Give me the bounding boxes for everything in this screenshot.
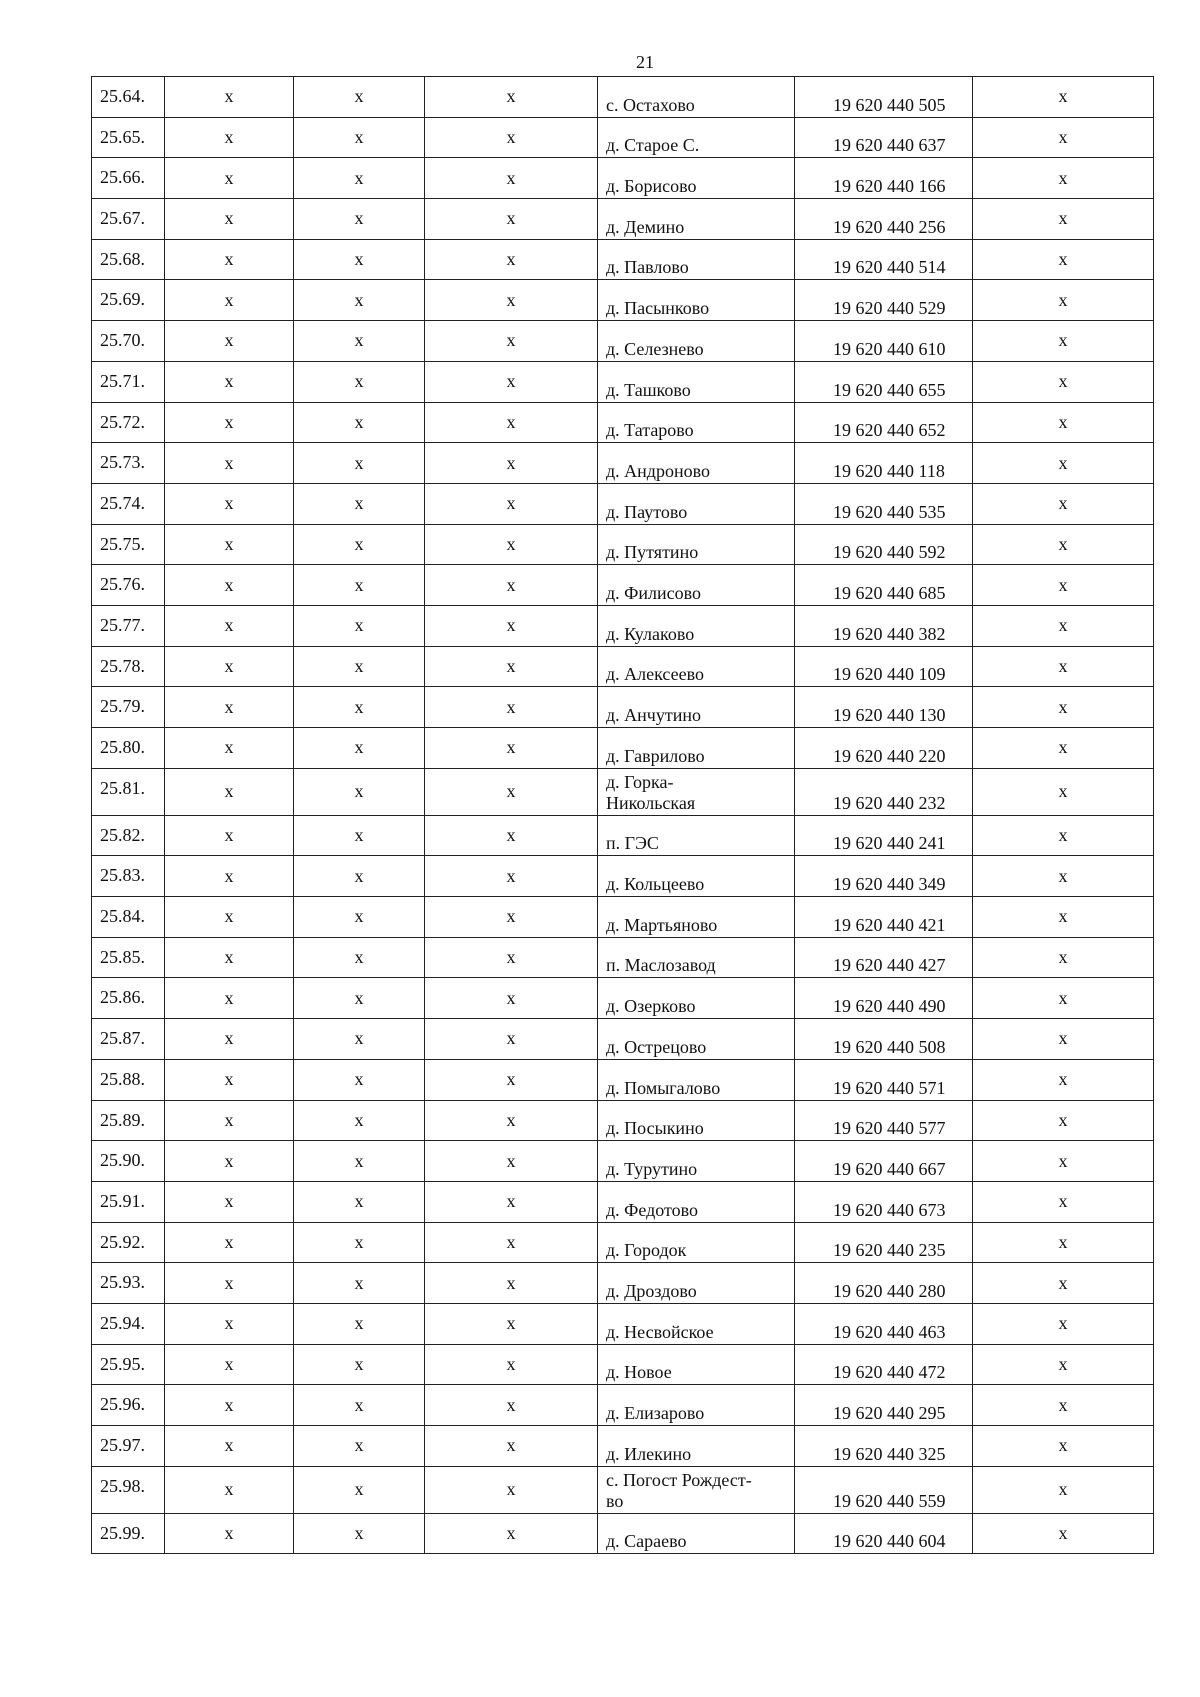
column-4-cell: х [425, 768, 598, 815]
column-3-cell: х [294, 978, 425, 1019]
settlement-name-cell: д. Острецово [598, 1019, 795, 1060]
column-3-cell: х [294, 117, 425, 158]
table-row [92, 728, 1154, 769]
settlement-name-cell: д. Старое С. [598, 117, 795, 158]
column-7-cell: х [973, 856, 1154, 897]
settlements-table [91, 76, 1154, 1554]
column-4-cell: х [425, 280, 598, 321]
settlement-name-cell: д. Анчутино [598, 687, 795, 728]
oktmo-code-cell: 19 620 440 382 [795, 605, 973, 646]
oktmo-code-cell: 19 620 440 232 [795, 768, 973, 815]
settlement-name-cell: д. Паутово [598, 483, 795, 524]
settlement-name-cell: д. Татарово [598, 402, 795, 443]
settlement-name-cell: д. Городок [598, 1222, 795, 1263]
column-3-cell: х [294, 1513, 425, 1554]
table-row [92, 897, 1154, 938]
column-4-cell: х [425, 1426, 598, 1467]
column-4-cell: х [425, 565, 598, 606]
column-7-cell: х [973, 1100, 1154, 1141]
oktmo-code-cell: 19 620 440 349 [795, 856, 973, 897]
column-2-cell: х [165, 524, 294, 565]
column-7-cell: х [973, 1019, 1154, 1060]
table-row [92, 1019, 1154, 1060]
column-4-cell: х [425, 117, 598, 158]
oktmo-code-cell: 19 620 440 514 [795, 239, 973, 280]
oktmo-code-cell: 19 620 440 235 [795, 1222, 973, 1263]
row-number-cell: 25.78. [92, 646, 165, 687]
table-row [92, 1222, 1154, 1263]
column-3-cell: х [294, 565, 425, 606]
column-7-cell: х [973, 443, 1154, 484]
oktmo-code-cell: 19 620 440 166 [795, 158, 973, 199]
settlement-name-cell: д. Озерково [598, 978, 795, 1019]
column-2-cell: х [165, 1100, 294, 1141]
column-7-cell: х [973, 1466, 1154, 1513]
row-number-cell: 25.71. [92, 361, 165, 402]
settlement-name-cell: с. Остахово [598, 77, 795, 118]
table-row [92, 1513, 1154, 1554]
column-3-cell: х [294, 1385, 425, 1426]
oktmo-code-cell: 19 620 440 610 [795, 321, 973, 362]
oktmo-code-cell: 19 620 440 508 [795, 1019, 973, 1060]
column-2-cell: х [165, 1019, 294, 1060]
column-7-cell: х [973, 815, 1154, 856]
column-2-cell: х [165, 856, 294, 897]
column-4-cell: х [425, 1303, 598, 1344]
column-3-cell: х [294, 815, 425, 856]
oktmo-code-cell: 19 620 440 241 [795, 815, 973, 856]
column-2-cell: х [165, 937, 294, 978]
column-3-cell: х [294, 524, 425, 565]
column-2-cell: х [165, 565, 294, 606]
column-7-cell: х [973, 1344, 1154, 1385]
table-row [92, 1059, 1154, 1100]
settlement-name-cell: д. Турутино [598, 1141, 795, 1182]
settlement-name-cell: д. Сараево [598, 1513, 795, 1554]
column-7-cell: х [973, 728, 1154, 769]
column-7-cell: х [973, 402, 1154, 443]
column-2-cell: х [165, 361, 294, 402]
settlement-name-cell: д. Мартьяново [598, 897, 795, 938]
table-row [92, 768, 1154, 815]
oktmo-code-cell: 19 620 440 256 [795, 199, 973, 240]
column-7-cell: х [973, 1181, 1154, 1222]
column-4-cell: х [425, 1344, 598, 1385]
column-2-cell: х [165, 402, 294, 443]
column-7-cell: х [973, 483, 1154, 524]
settlement-name-cell: п. Маслозавод [598, 937, 795, 978]
row-number-cell: 25.80. [92, 728, 165, 769]
column-2-cell: х [165, 768, 294, 815]
column-2-cell: х [165, 117, 294, 158]
column-4-cell: х [425, 1100, 598, 1141]
column-3-cell: х [294, 1344, 425, 1385]
column-2-cell: х [165, 1466, 294, 1513]
row-number-cell: 25.91. [92, 1181, 165, 1222]
table-row [92, 1303, 1154, 1344]
oktmo-code-cell: 19 620 440 472 [795, 1344, 973, 1385]
column-4-cell: х [425, 605, 598, 646]
row-number-cell: 25.88. [92, 1059, 165, 1100]
column-3-cell: х [294, 1222, 425, 1263]
table-row [92, 158, 1154, 199]
column-4-cell: х [425, 815, 598, 856]
column-4-cell: х [425, 856, 598, 897]
settlement-name-cell: п. ГЭС [598, 815, 795, 856]
row-number-cell: 25.94. [92, 1303, 165, 1344]
column-7-cell: х [973, 768, 1154, 815]
settlement-name-cell: д. Ташково [598, 361, 795, 402]
column-4-cell: х [425, 402, 598, 443]
column-7-cell: х [973, 1426, 1154, 1467]
row-number-cell: 25.92. [92, 1222, 165, 1263]
column-3-cell: х [294, 937, 425, 978]
column-4-cell: х [425, 897, 598, 938]
column-3-cell: х [294, 443, 425, 484]
column-7-cell: х [973, 1059, 1154, 1100]
oktmo-code-cell: 19 620 440 220 [795, 728, 973, 769]
oktmo-code-cell: 19 620 440 325 [795, 1426, 973, 1467]
oktmo-code-cell: 19 620 440 130 [795, 687, 973, 728]
column-2-cell: х [165, 1344, 294, 1385]
column-7-cell: х [973, 897, 1154, 938]
settlement-name-cell: д. Демино [598, 199, 795, 240]
row-number-cell: 25.99. [92, 1513, 165, 1554]
column-2-cell: х [165, 1141, 294, 1182]
row-number-cell: 25.81. [92, 768, 165, 815]
column-4-cell: х [425, 1513, 598, 1554]
table-row [92, 280, 1154, 321]
settlement-name-cell: д. Помыгалово [598, 1059, 795, 1100]
settlement-name-cell: д. Борисово [598, 158, 795, 199]
table-row [92, 361, 1154, 402]
column-3-cell: х [294, 158, 425, 199]
oktmo-code-cell: 19 620 440 604 [795, 1513, 973, 1554]
row-number-cell: 25.90. [92, 1141, 165, 1182]
column-3-cell: х [294, 1141, 425, 1182]
column-4-cell: х [425, 158, 598, 199]
column-3-cell: х [294, 1466, 425, 1513]
column-3-cell: х [294, 1263, 425, 1304]
column-4-cell: х [425, 1019, 598, 1060]
column-2-cell: х [165, 1059, 294, 1100]
column-4-cell: х [425, 646, 598, 687]
column-4-cell: х [425, 937, 598, 978]
column-4-cell: х [425, 978, 598, 1019]
settlement-name-cell: д. Гаврилово [598, 728, 795, 769]
row-number-cell: 25.95. [92, 1344, 165, 1385]
oktmo-code-cell: 19 620 440 505 [795, 77, 973, 118]
row-number-cell: 25.75. [92, 524, 165, 565]
column-4-cell: х [425, 239, 598, 280]
table-row [92, 978, 1154, 1019]
row-number-cell: 25.84. [92, 897, 165, 938]
column-3-cell: х [294, 239, 425, 280]
column-4-cell: х [425, 77, 598, 118]
column-2-cell: х [165, 1385, 294, 1426]
table-row [92, 443, 1154, 484]
column-7-cell: х [973, 1303, 1154, 1344]
column-3-cell: х [294, 321, 425, 362]
settlement-name-cell: д. Несвойское [598, 1303, 795, 1344]
table-row [92, 937, 1154, 978]
column-2-cell: х [165, 443, 294, 484]
settlement-name-cell: д. Селезнево [598, 321, 795, 362]
column-2-cell: х [165, 1513, 294, 1554]
column-3-cell: х [294, 646, 425, 687]
table-row [92, 1181, 1154, 1222]
settlement-name-cell: д. Путятино [598, 524, 795, 565]
oktmo-code-cell: 19 620 440 535 [795, 483, 973, 524]
column-3-cell: х [294, 728, 425, 769]
settlement-name-cell: д. Андроново [598, 443, 795, 484]
row-number-cell: 25.68. [92, 239, 165, 280]
row-number-cell: 25.98. [92, 1466, 165, 1513]
column-4-cell: х [425, 1222, 598, 1263]
column-4-cell: х [425, 1263, 598, 1304]
column-7-cell: х [973, 646, 1154, 687]
settlement-name-cell: д. Алексеево [598, 646, 795, 687]
column-2-cell: х [165, 321, 294, 362]
column-2-cell: х [165, 978, 294, 1019]
column-2-cell: х [165, 1426, 294, 1467]
column-7-cell: х [973, 1222, 1154, 1263]
row-number-cell: 25.77. [92, 605, 165, 646]
oktmo-code-cell: 19 620 440 427 [795, 937, 973, 978]
oktmo-code-cell: 19 620 440 667 [795, 1141, 973, 1182]
row-number-cell: 25.69. [92, 280, 165, 321]
column-3-cell: х [294, 280, 425, 321]
oktmo-code-cell: 19 620 440 529 [795, 280, 973, 321]
table-row [92, 856, 1154, 897]
column-2-cell: х [165, 239, 294, 280]
column-3-cell: х [294, 361, 425, 402]
row-number-cell: 25.73. [92, 443, 165, 484]
column-3-cell: х [294, 856, 425, 897]
oktmo-code-cell: 19 620 440 280 [795, 1263, 973, 1304]
column-4-cell: х [425, 1059, 598, 1100]
table-row [92, 687, 1154, 728]
column-3-cell: х [294, 768, 425, 815]
column-4-cell: х [425, 687, 598, 728]
oktmo-code-cell: 19 620 440 673 [795, 1181, 973, 1222]
column-4-cell: х [425, 524, 598, 565]
column-3-cell: х [294, 402, 425, 443]
column-3-cell: х [294, 1303, 425, 1344]
row-number-cell: 25.67. [92, 199, 165, 240]
column-4-cell: х [425, 483, 598, 524]
row-number-cell: 25.72. [92, 402, 165, 443]
column-7-cell: х [973, 158, 1154, 199]
settlement-name-cell: д. Филисово [598, 565, 795, 606]
column-3-cell: х [294, 687, 425, 728]
settlement-name-cell: д. Кулаково [598, 605, 795, 646]
column-7-cell: х [973, 1513, 1154, 1554]
column-4-cell: х [425, 443, 598, 484]
column-4-cell: х [425, 728, 598, 769]
oktmo-code-cell: 19 620 440 421 [795, 897, 973, 938]
oktmo-code-cell: 19 620 440 109 [795, 646, 973, 687]
table-row [92, 524, 1154, 565]
column-3-cell: х [294, 1426, 425, 1467]
column-7-cell: х [973, 239, 1154, 280]
column-7-cell: х [973, 117, 1154, 158]
row-number-cell: 25.96. [92, 1385, 165, 1426]
column-7-cell: х [973, 565, 1154, 606]
settlement-name-cell: д. Новое [598, 1344, 795, 1385]
row-number-cell: 25.85. [92, 937, 165, 978]
column-2-cell: х [165, 728, 294, 769]
column-7-cell: х [973, 361, 1154, 402]
column-4-cell: х [425, 199, 598, 240]
table-body [92, 77, 1154, 1554]
column-3-cell: х [294, 1100, 425, 1141]
table-row [92, 1466, 1154, 1513]
column-2-cell: х [165, 1263, 294, 1304]
column-2-cell: х [165, 646, 294, 687]
oktmo-code-cell: 19 620 440 655 [795, 361, 973, 402]
oktmo-code-cell: 19 620 440 559 [795, 1466, 973, 1513]
column-3-cell: х [294, 897, 425, 938]
row-number-cell: 25.66. [92, 158, 165, 199]
table-row [92, 1385, 1154, 1426]
column-7-cell: х [973, 605, 1154, 646]
table-row [92, 239, 1154, 280]
oktmo-code-cell: 19 620 440 637 [795, 117, 973, 158]
oktmo-code-cell: 19 620 440 490 [795, 978, 973, 1019]
column-3-cell: х [294, 605, 425, 646]
row-number-cell: 25.65. [92, 117, 165, 158]
column-3-cell: х [294, 1059, 425, 1100]
settlement-name-cell: д. Павлово [598, 239, 795, 280]
row-number-cell: 25.89. [92, 1100, 165, 1141]
table-row [92, 117, 1154, 158]
row-number-cell: 25.64. [92, 77, 165, 118]
column-2-cell: х [165, 77, 294, 118]
table-row [92, 815, 1154, 856]
column-4-cell: х [425, 1466, 598, 1513]
column-2-cell: х [165, 483, 294, 524]
table-row [92, 483, 1154, 524]
page-number: 21 [636, 52, 654, 72]
table-row [92, 321, 1154, 362]
column-7-cell: х [973, 199, 1154, 240]
oktmo-code-cell: 19 620 440 685 [795, 565, 973, 606]
column-4-cell: х [425, 321, 598, 362]
table-row [92, 565, 1154, 606]
row-number-cell: 25.87. [92, 1019, 165, 1060]
column-7-cell: х [973, 1141, 1154, 1182]
oktmo-code-cell: 19 620 440 295 [795, 1385, 973, 1426]
table-row [92, 605, 1154, 646]
row-number-cell: 25.82. [92, 815, 165, 856]
settlement-name-cell: д. Илекино [598, 1426, 795, 1467]
row-number-cell: 25.79. [92, 687, 165, 728]
column-7-cell: х [973, 77, 1154, 118]
oktmo-code-cell: 19 620 440 463 [795, 1303, 973, 1344]
row-number-cell: 25.86. [92, 978, 165, 1019]
column-3-cell: х [294, 483, 425, 524]
oktmo-code-cell: 19 620 440 592 [795, 524, 973, 565]
settlement-name-cell: д. Дроздово [598, 1263, 795, 1304]
oktmo-code-cell: 19 620 440 652 [795, 402, 973, 443]
column-2-cell: х [165, 897, 294, 938]
row-number-cell: 25.93. [92, 1263, 165, 1304]
column-2-cell: х [165, 1303, 294, 1344]
column-7-cell: х [973, 524, 1154, 565]
column-3-cell: х [294, 1019, 425, 1060]
settlement-name-cell: д. Елизарово [598, 1385, 795, 1426]
table-row [92, 1100, 1154, 1141]
settlement-name-cell: д. Кольцеево [598, 856, 795, 897]
column-3-cell: х [294, 1181, 425, 1222]
column-2-cell: х [165, 158, 294, 199]
table-row [92, 199, 1154, 240]
table-row [92, 646, 1154, 687]
column-4-cell: х [425, 1141, 598, 1182]
settlement-name-cell: с. Погост Рождест- во [598, 1466, 795, 1513]
table-row [92, 1426, 1154, 1467]
column-4-cell: х [425, 1181, 598, 1222]
row-number-cell: 25.83. [92, 856, 165, 897]
column-4-cell: х [425, 1385, 598, 1426]
table-row [92, 1263, 1154, 1304]
row-number-cell: 25.97. [92, 1426, 165, 1467]
column-2-cell: х [165, 605, 294, 646]
table-row [92, 402, 1154, 443]
table-row [92, 1141, 1154, 1182]
settlement-name-cell: д. Пасынково [598, 280, 795, 321]
column-2-cell: х [165, 1181, 294, 1222]
column-7-cell: х [973, 1263, 1154, 1304]
oktmo-code-cell: 19 620 440 571 [795, 1059, 973, 1100]
column-2-cell: х [165, 280, 294, 321]
table-row [92, 1344, 1154, 1385]
row-number-cell: 25.76. [92, 565, 165, 606]
column-2-cell: х [165, 1222, 294, 1263]
column-2-cell: х [165, 815, 294, 856]
settlement-name-cell: д. Федотово [598, 1181, 795, 1222]
column-2-cell: х [165, 199, 294, 240]
column-7-cell: х [973, 321, 1154, 362]
column-2-cell: х [165, 687, 294, 728]
column-3-cell: х [294, 77, 425, 118]
column-7-cell: х [973, 280, 1154, 321]
column-3-cell: х [294, 199, 425, 240]
column-7-cell: х [973, 978, 1154, 1019]
settlement-name-cell: д. Горка- Никольская [598, 768, 795, 815]
column-7-cell: х [973, 1385, 1154, 1426]
column-4-cell: х [425, 361, 598, 402]
column-7-cell: х [973, 687, 1154, 728]
settlement-name-cell: д. Посыкино [598, 1100, 795, 1141]
oktmo-code-cell: 19 620 440 577 [795, 1100, 973, 1141]
oktmo-code-cell: 19 620 440 118 [795, 443, 973, 484]
table-row [92, 77, 1154, 118]
column-7-cell: х [973, 937, 1154, 978]
row-number-cell: 25.70. [92, 321, 165, 362]
row-number-cell: 25.74. [92, 483, 165, 524]
